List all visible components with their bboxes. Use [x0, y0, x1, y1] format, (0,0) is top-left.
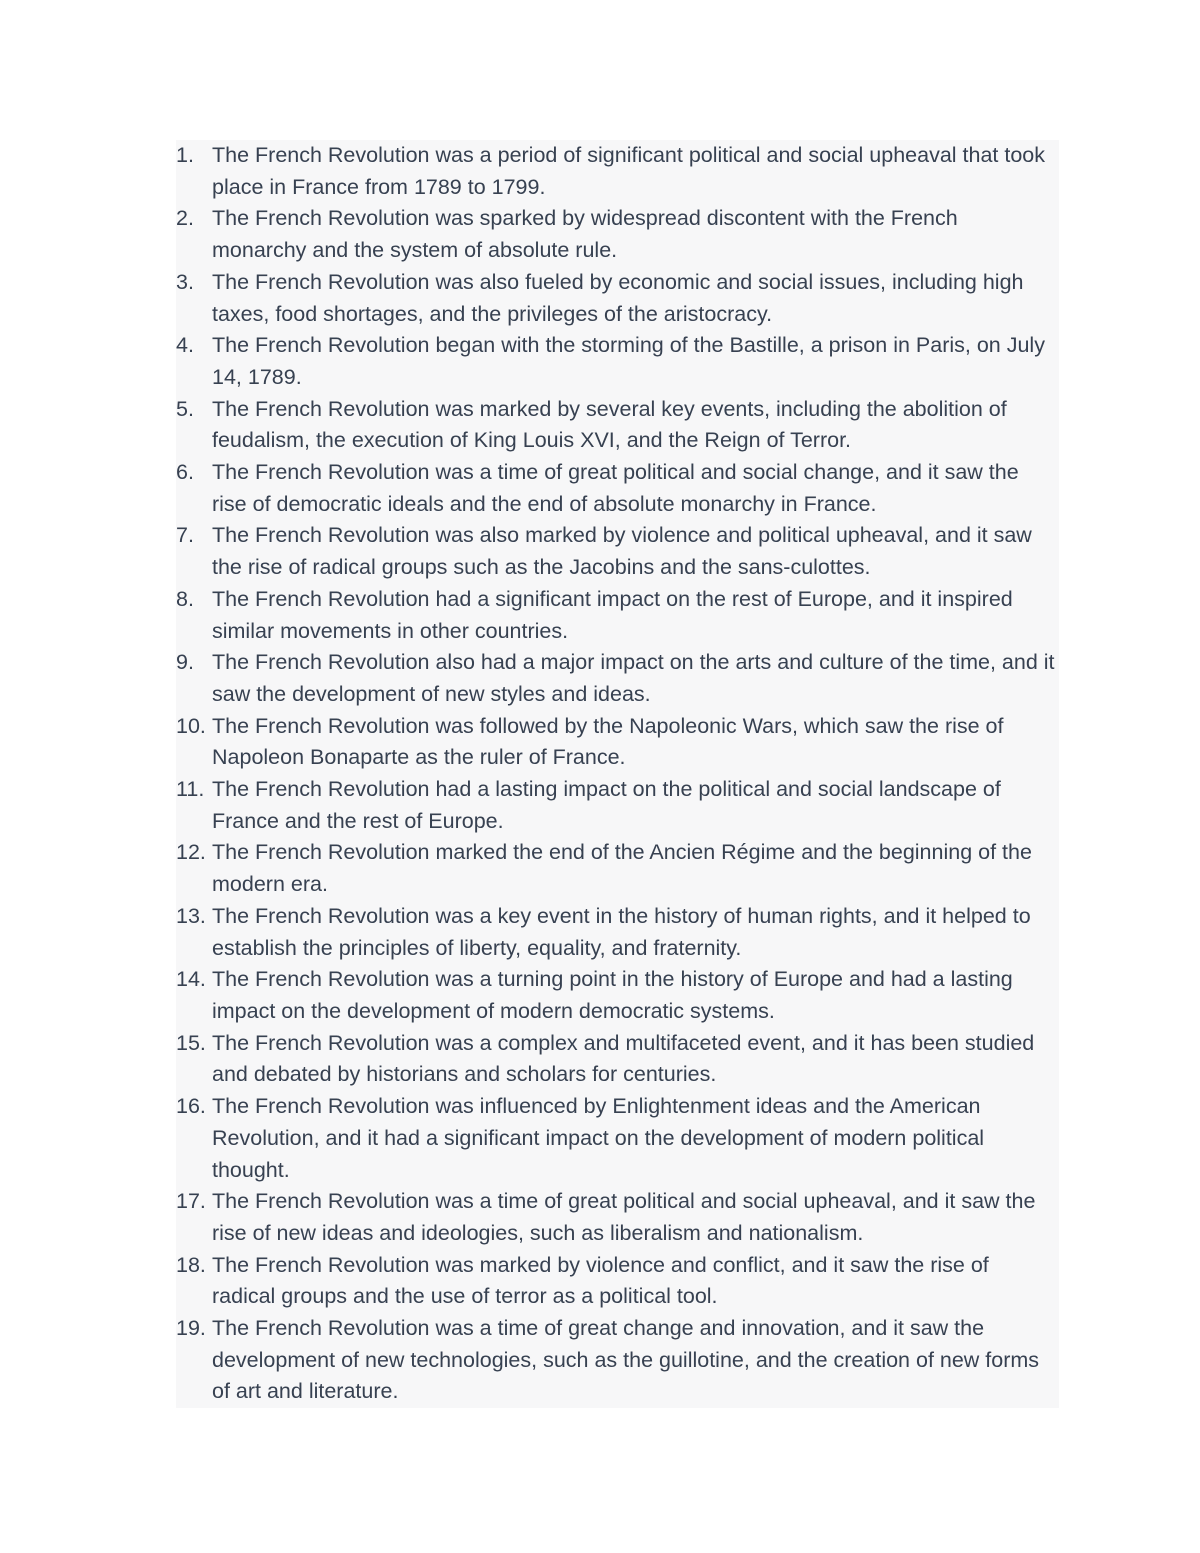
list-item-text: The French Revolution was marked by several key events, including the abolition of feudalism, the execution of King Louis XVI, and the Reign of Terror. [212, 396, 1007, 453]
list-item-number: 4. [176, 333, 194, 358]
list-item-text: The French Revolution was a time of great political and social change, and it saw the rise of democratic ideals and the end of absolute monarchy in France. [212, 460, 1019, 516]
list-item [176, 330, 1059, 393]
list-item [176, 1250, 1059, 1313]
list-item-text: The French Revolution was followed by the Napoleonic Wars, which saw the rise of Napoleon Bonaparte as the ruler of France. [212, 713, 1004, 770]
list-item-text: The French Revolution was a key event in the history of human rights, and it helped to establish the principles of liberty, equality, and fraternity. [212, 903, 1031, 960]
list-item-number: 15. [176, 1030, 206, 1055]
list-item-number: 3. [176, 269, 194, 294]
list-item-text: The French Revolution marked the end of the Ancien Régime and the beginning of the modern era. [212, 840, 1032, 897]
list-item-number: 17. [176, 1189, 206, 1214]
list-item-number: 6. [176, 460, 194, 485]
list-item [176, 901, 1059, 964]
list-item-number: 18. [176, 1252, 206, 1277]
list-item-text: The French Revolution began with the storming of the Bastille, a prison in Paris, on July 14, 1789. [212, 333, 1045, 389]
list-item [176, 774, 1059, 837]
list-item [176, 394, 1059, 457]
list-item [176, 457, 1059, 520]
list-item-text: The French Revolution had a significant impact on the rest of Europe, and it inspired similar movements in other countries. [212, 586, 1013, 643]
list-item-text: The French Revolution was a time of great political and social upheaval, and it saw the rise of new ideas and ideologies, such as liberalism and nationalism. [212, 1189, 1036, 1245]
list-item-number: 2. [176, 206, 194, 231]
list-item [176, 647, 1059, 710]
list-item [176, 711, 1059, 774]
list-item-text: The French Revolution was also marked by violence and political upheaval, and it saw the rise of radical groups such as the Jacobins and the sans-culottes. [212, 523, 1032, 580]
list-item [176, 140, 1059, 203]
list-item [176, 520, 1059, 583]
list-item [176, 267, 1059, 330]
list-item [176, 584, 1059, 647]
list-item-number: 7. [176, 523, 194, 548]
list-item-text: The French Revolution was a time of great change and innovation, and it saw the development of new technologies, such as the guillotine, and the creation of new forms of art and literature. [212, 1316, 1040, 1404]
list-item-text: The French Revolution was a period of significant political and social upheaval that took place in France from 1789 to 1799. [212, 143, 1046, 199]
list-item-number: 12. [176, 840, 206, 865]
list-item-number: 13. [176, 903, 206, 928]
list-item-number: 9. [176, 650, 194, 675]
list-item-number: 16. [176, 1094, 206, 1119]
list-item [176, 203, 1059, 266]
list-item-text: The French Revolution was a complex and multifaceted event, and it has been studied and debated by historians and scholars for centuries. [212, 1030, 1035, 1087]
list-item-text: The French Revolution was also fueled by economic and social issues, including high taxes, food shortages, and the privileges of the aristocracy. [212, 269, 1024, 326]
list-item-number: 11. [176, 777, 205, 802]
list-item-text: The French Revolution had a lasting impact on the political and social landscape of France and the rest of Europe. [212, 777, 1001, 833]
numbered-list [176, 140, 1059, 1408]
list-item [176, 1091, 1059, 1186]
list-item-number: 14. [176, 967, 206, 992]
list-item-number: 5. [176, 396, 194, 421]
list-item-text: The French Revolution also had a major impact on the arts and culture of the time, and it saw the development of new styles and ideas. [212, 650, 1055, 706]
list-item-number: 1. [176, 143, 194, 167]
list-item-number: 19. [176, 1316, 206, 1341]
list-item-text: The French Revolution was sparked by widespread discontent with the French monarchy and the system of absolute rule. [212, 206, 958, 263]
list-item-text: The French Revolution was influenced by Enlightenment ideas and the American Revolution, and it had a significant impact on the development of modern political thought. [212, 1094, 985, 1182]
list-item [176, 1028, 1059, 1091]
list-container [176, 140, 1059, 1408]
list-item-number: 8. [176, 586, 194, 611]
list-item [176, 837, 1059, 900]
list-item [176, 1313, 1059, 1408]
list-item-text: The French Revolution was a turning point in the history of Europe and had a lasting impact on the development of modern democratic systems. [212, 967, 1013, 1023]
list-item [176, 964, 1059, 1027]
list-item-number: 10. [176, 713, 206, 738]
list-item [176, 1186, 1059, 1249]
list-item-text: The French Revolution was marked by violence and conflict, and it saw the rise of radical groups and the use of terror as a political tool. [212, 1252, 989, 1309]
